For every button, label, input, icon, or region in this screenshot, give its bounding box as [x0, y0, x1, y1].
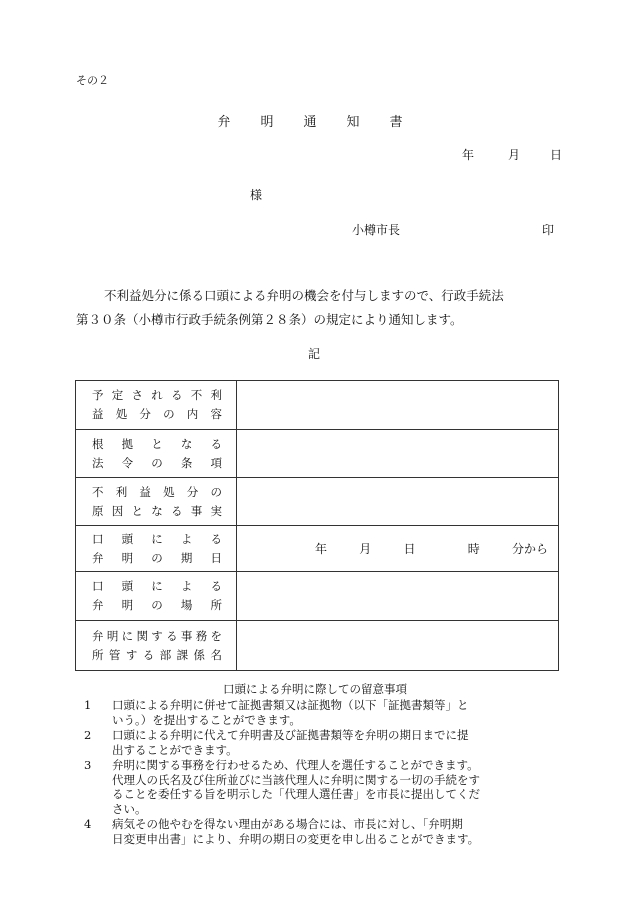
label-char: す: [151, 628, 163, 643]
notice-body: [76, 284, 576, 332]
label-char: 分: [186, 484, 199, 499]
label-char: 因: [111, 503, 124, 518]
note-line: 病気その他やむを得ない理由がある場合には、市長に対し、「弁明期: [112, 817, 463, 831]
label-char: さ: [131, 388, 143, 402]
label-char: 令: [121, 455, 134, 470]
label-char: 内: [186, 407, 199, 421]
label-char: 容: [210, 407, 222, 421]
note-item: [84, 758, 554, 816]
label-char: る: [142, 647, 155, 662]
label-line: [92, 386, 222, 405]
label-char: よ: [180, 579, 193, 593]
note-text: [96, 817, 554, 846]
label-char: 項: [210, 455, 222, 470]
label-char: 不: [190, 388, 203, 402]
table-row: [76, 526, 559, 572]
note-line: さい。: [112, 801, 147, 816]
label-char: 条: [180, 455, 193, 470]
datetime-day: 日: [403, 542, 416, 556]
label-char: 利: [115, 484, 128, 499]
note-number: 2: [84, 728, 92, 742]
note-item: [84, 728, 554, 757]
label-char: 頭: [121, 579, 134, 593]
label-line: [92, 577, 222, 596]
label-char: 弁: [92, 628, 104, 643]
ki-heading: 記: [308, 347, 321, 361]
table-row: [76, 430, 559, 478]
label-char: 頭: [121, 531, 134, 546]
label-char: 関: [136, 628, 148, 643]
label-char: る: [171, 503, 183, 518]
label-char: 口: [92, 531, 104, 546]
label-char: 所: [92, 647, 104, 662]
label-char: 所: [210, 598, 222, 612]
row-label: [76, 381, 237, 430]
label-char: 口: [92, 579, 104, 593]
label-char: 不: [92, 484, 104, 499]
note-number: 4: [84, 817, 92, 831]
row-value: [237, 572, 559, 621]
label-char: 名: [210, 647, 222, 662]
form-number: その２: [76, 74, 109, 87]
label-line: [92, 502, 222, 521]
note-item: [84, 698, 554, 727]
table-row: [76, 572, 559, 621]
label-char: る: [210, 436, 222, 451]
label-char: 利: [210, 388, 222, 402]
label-char: 益: [92, 407, 104, 421]
note-line: 代理人の氏名及び住所並びに当該代理人に弁明に関する一切の手続をす: [112, 772, 480, 787]
label-char: る: [171, 388, 183, 402]
seal-mark: 印: [542, 223, 555, 237]
note-line: 弁明に関する事務を行わせるため、代理人を選任することができます。: [112, 758, 479, 772]
note-line: 口頭による弁明に代えて弁明書及び証拠書類等を弁明の期日までに提: [112, 728, 469, 742]
label-char: る: [166, 628, 178, 643]
label-line: [92, 596, 222, 615]
body-line-2: 第３０条（小樽市行政手続条例第２８条）の規定により通知します。: [76, 312, 463, 327]
row-value: [237, 478, 559, 526]
label-char: る: [210, 579, 222, 593]
note-item: [84, 817, 554, 846]
label-char: の: [151, 598, 163, 612]
label-char: れ: [151, 388, 163, 402]
label-char: 明: [121, 598, 134, 612]
label-char: 実: [210, 503, 222, 518]
label-char: 務: [195, 628, 208, 643]
row-label: [76, 526, 237, 572]
label-char: 弁: [92, 598, 104, 612]
label-char: 部: [159, 647, 172, 662]
label-char: 場: [180, 598, 193, 612]
body-line-1: 不利益処分に係る口頭による弁明の機会を付与しますので、行政手続法: [104, 288, 504, 303]
label-char: 期: [180, 550, 193, 565]
note-number: 1: [84, 698, 92, 712]
label-char: 事: [190, 503, 203, 518]
sender-name: 小樽市長: [352, 223, 401, 237]
month-label: 月: [508, 148, 521, 162]
note-text: [96, 728, 554, 757]
row-label: [76, 621, 237, 671]
label-char: 管: [108, 647, 121, 662]
label-char: す: [125, 647, 138, 662]
label-char: 明: [121, 550, 134, 565]
row-label: [76, 572, 237, 621]
label-char: の: [151, 550, 163, 565]
label-char: 日: [210, 550, 222, 565]
label-char: 拠: [121, 436, 134, 451]
label-line: [92, 530, 222, 549]
datetime-row: [237, 540, 558, 557]
note-text: [96, 698, 554, 727]
datetime-hour: 時: [467, 542, 480, 556]
row-label: [76, 478, 237, 526]
label-char: な: [180, 436, 193, 451]
label-char: に: [151, 531, 163, 546]
notes-list: [84, 698, 554, 847]
label-line: [92, 405, 222, 424]
label-char: 係: [193, 647, 206, 662]
datetime-minute: 分から: [511, 542, 548, 556]
day-label: 日: [550, 148, 563, 162]
year-label: 年: [462, 148, 475, 162]
label-char: な: [151, 503, 163, 518]
row-value: [237, 430, 559, 478]
label-char: に: [121, 628, 134, 643]
label-char: の: [163, 407, 175, 421]
row-value: [237, 621, 559, 671]
label-char: と: [131, 503, 143, 518]
row-label: [76, 430, 237, 478]
label-char: 明: [106, 628, 119, 643]
notes-heading: 口頭による弁明に際しての留意事項: [223, 682, 407, 696]
datetime-year: 年: [315, 542, 328, 556]
label-line: [92, 549, 222, 568]
label-char: 定: [111, 388, 124, 402]
label-char: 原: [92, 503, 104, 518]
label-char: る: [210, 531, 222, 546]
label-char: に: [151, 579, 163, 593]
label-line: [92, 627, 222, 646]
label-line: [92, 454, 222, 473]
row-value: [237, 381, 559, 430]
label-line: [92, 483, 222, 502]
table-row: [76, 478, 559, 526]
note-line: 日変更申出書」により、弁明の期日の変更を申し出ることができます。: [112, 831, 480, 846]
note-line: 出することができます。: [112, 742, 238, 757]
label-char: 処: [115, 407, 128, 421]
table-row: [76, 621, 559, 671]
datetime-month: 月: [359, 542, 372, 556]
label-char: 処: [163, 484, 175, 499]
label-char: と: [151, 436, 163, 451]
label-char: 事: [180, 628, 193, 643]
label-line: [92, 435, 222, 454]
table-row: [76, 381, 559, 430]
label-char: よ: [180, 531, 193, 546]
note-line: ることを委任する旨を明示した「代理人選任書」を市長に提出してくだ: [112, 787, 480, 801]
label-char: 弁: [92, 550, 104, 565]
note-line: いう。）を提出することができます。: [112, 712, 301, 727]
label-char: 益: [139, 484, 151, 499]
note-number: 3: [84, 758, 92, 772]
note-line: 口頭による弁明に併せて証拠書類又は証拠物（以下「証拠書類等」と: [112, 698, 469, 712]
document-title: 弁明通知書: [217, 115, 433, 130]
label-char: 法: [92, 455, 104, 470]
label-char: の: [151, 455, 163, 470]
note-text: [96, 758, 554, 816]
label-char: 課: [176, 647, 189, 662]
hearing-datetime: [237, 526, 559, 572]
label-char: 予: [92, 388, 104, 402]
notice-details-table: [75, 380, 559, 671]
label-char: を: [210, 628, 222, 643]
issue-date: [462, 146, 562, 163]
label-char: 根: [92, 436, 104, 451]
addressee-suffix: 様: [250, 188, 263, 202]
label-char: の: [210, 484, 222, 499]
label-char: 分: [139, 407, 151, 421]
label-line: [92, 646, 222, 665]
